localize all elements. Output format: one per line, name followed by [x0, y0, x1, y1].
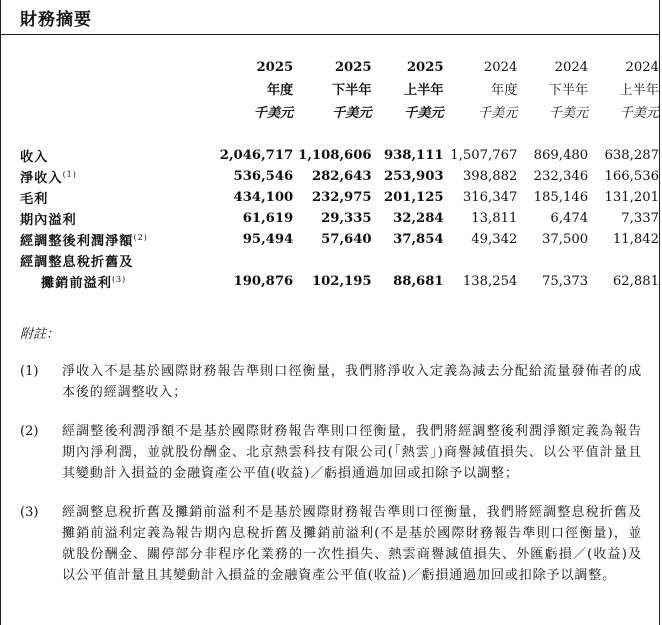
- col-year: 2024: [625, 60, 659, 75]
- row-label: 攤銷前溢利: [41, 276, 112, 291]
- cell-value: 13,811: [471, 211, 518, 226]
- cell-value: 131,201: [604, 190, 659, 205]
- footnote-ref: (1): [62, 170, 77, 179]
- table-row: [1, 187, 659, 208]
- cell-value: 253,903: [383, 169, 444, 184]
- page-title: 財務摘要: [20, 9, 92, 30]
- cell-value: 75,373: [542, 274, 589, 289]
- note-text: 經調整息稅折舊及攤銷前溢利不是基於國際財務報告準則口徑衡量，我們將經調整息稅折舊及攤銷前溢利定義為報告期內息稅折舊及攤銷前溢利(不是基於國際財務報告準則口徑衡量)，並就股份酬金、關停部分非程序化業務的一次性損失、熱雲商譽減值損失、外匯虧損／(收益)及以公平值計量且其變動計入損益的金融資產公平值(收益)／虧損通過加回或扣除予以調整。: [62, 505, 642, 583]
- col-period: 上半年: [619, 83, 659, 98]
- col-unit: 千美元: [548, 106, 589, 121]
- cell-value: 434,100: [233, 190, 294, 205]
- row-label: 毛利: [20, 192, 49, 207]
- cell-value: 138,254: [462, 274, 518, 289]
- note-text: 經調整後利潤淨額不是基於國際財務報告準則口徑衡量，我們將經調整後利潤淨額定義為報告期內淨利潤，並就股份酬金、北京熱雲科技有限公司(「熱雲」)商譽減值損失、以公平值計量且其變動計入損益的金融資產公平值(收益)／虧損通過加回或扣除予以調整；: [62, 424, 642, 481]
- col-year: 2024: [554, 60, 589, 75]
- table-row: [1, 166, 659, 187]
- table-row: [1, 145, 659, 166]
- row-label: 淨收入: [20, 171, 63, 186]
- cell-value: 166,536: [604, 169, 659, 184]
- col-period: 年度: [491, 83, 518, 98]
- table-row: [1, 208, 659, 229]
- cell-value: 11,842: [612, 232, 659, 247]
- row-label: 收入: [20, 150, 49, 165]
- cell-value: 398,882: [462, 169, 518, 184]
- table-row: [1, 271, 659, 292]
- note-number: (1): [20, 364, 39, 379]
- cell-value: 29,335: [321, 211, 372, 226]
- note-item: [20, 421, 642, 484]
- col-year: 2025: [334, 60, 372, 75]
- col-unit: 千美元: [619, 106, 659, 121]
- cell-value: 190,876: [233, 274, 294, 289]
- col-year: 2025: [406, 60, 444, 75]
- row-label: 經調整息稅折舊及: [20, 255, 134, 270]
- col-period: 年度: [266, 83, 294, 98]
- col-unit: 千美元: [253, 106, 294, 121]
- col-unit: 千美元: [404, 106, 444, 121]
- cell-value: 37,500: [542, 232, 589, 247]
- note-text: 淨收入不是基於國際財務報告準則口徑衡量，我們將淨收入定義為減去分配給流量發佈者的成本後的經調整收入；: [62, 364, 642, 400]
- col-period: 下半年: [548, 83, 589, 98]
- cell-value: 61,619: [242, 211, 294, 226]
- note-number: (2): [20, 424, 39, 439]
- cell-value: 6,474: [550, 211, 589, 226]
- cell-value: 62,881: [612, 274, 659, 289]
- table-row: [1, 229, 659, 250]
- row-label: 期內溢利: [20, 213, 77, 228]
- col-unit: 千美元: [477, 106, 518, 121]
- notes-heading: 附註：: [20, 327, 60, 342]
- cell-value: 536,546: [233, 169, 294, 184]
- note-item: [20, 361, 642, 403]
- cell-value: 316,347: [462, 190, 518, 205]
- col-unit: 千美元: [332, 106, 372, 121]
- header-unit-row: [1, 98, 659, 121]
- cell-value: 185,146: [533, 190, 589, 205]
- col-year: 2025: [256, 60, 294, 75]
- col-period: 上半年: [404, 83, 444, 98]
- cell-value: 869,480: [533, 148, 589, 163]
- cell-value: 7,337: [621, 211, 659, 226]
- cell-value: 57,640: [321, 232, 372, 247]
- cell-value: 232,975: [311, 190, 372, 205]
- financial-table: [1, 52, 659, 292]
- cell-value: 232,346: [533, 169, 589, 184]
- header-period-row: [1, 75, 659, 98]
- footnote-ref: (3): [111, 275, 127, 284]
- cell-value: 32,284: [393, 211, 444, 226]
- cell-value: 1,507,767: [450, 148, 518, 163]
- note-number: (3): [20, 505, 39, 520]
- cell-value: 1,108,606: [298, 148, 372, 163]
- cell-value: 88,681: [393, 274, 444, 289]
- title-bar: [1, 0, 659, 35]
- note-item: [20, 502, 642, 586]
- cell-value: 938,111: [383, 148, 444, 163]
- col-period: 下半年: [332, 83, 372, 98]
- cell-value: 37,854: [393, 232, 444, 247]
- cell-value: 49,342: [471, 232, 518, 247]
- cell-value: 201,125: [383, 190, 444, 205]
- cell-value: 638,287: [604, 148, 659, 163]
- header-year-row: [1, 52, 659, 75]
- notes-section: [20, 323, 642, 604]
- cell-value: 95,494: [242, 232, 294, 247]
- cell-value: 2,046,717: [219, 148, 294, 163]
- footnote-ref: (2): [133, 233, 148, 242]
- col-year: 2024: [483, 60, 518, 75]
- row-label: 經調整後利潤淨額: [20, 234, 134, 249]
- cell-value: 282,643: [311, 169, 372, 184]
- cell-value: 102,195: [311, 274, 372, 289]
- table-row: [1, 250, 659, 271]
